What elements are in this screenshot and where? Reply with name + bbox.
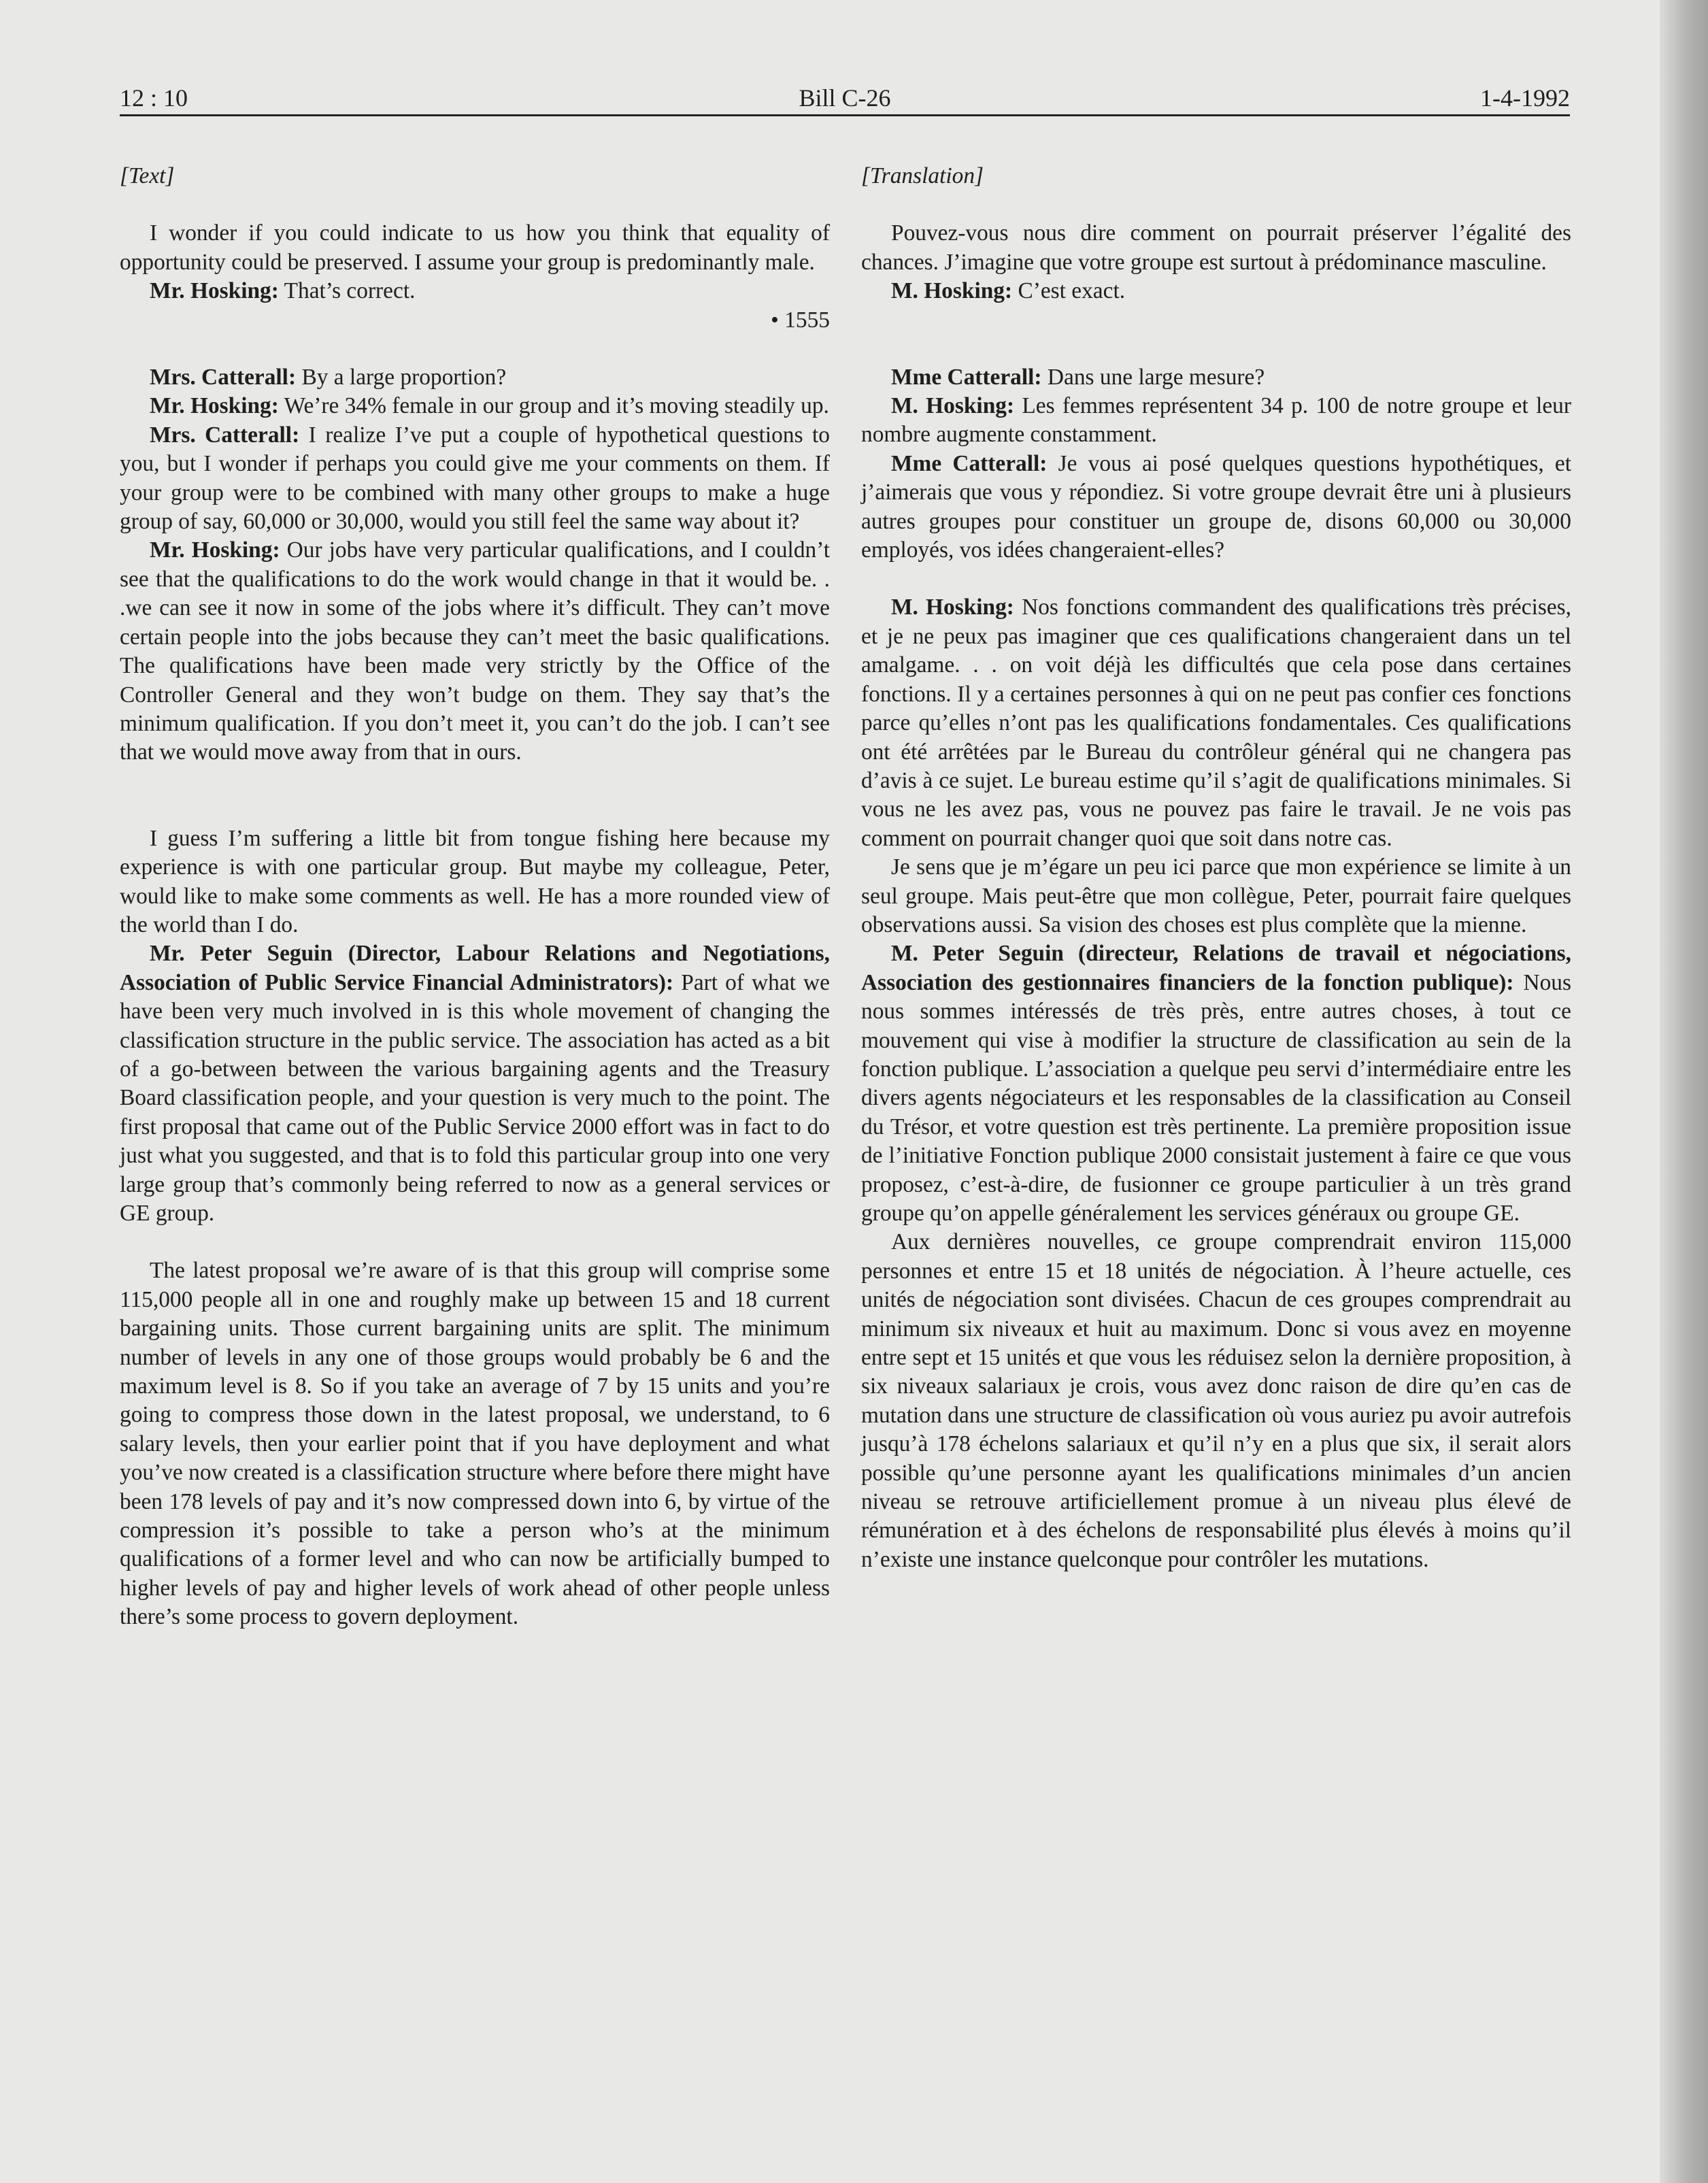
speaker-paragraph: M. Hosking: Nos fonctions commandent des qualifications très précises, et je ne peux pas imaginer que ces qualifications changeraient dans un tel amalgame. . . on voit déjà les difficultés que cela pose dans certaines fonctions. Il y a certaines personnes à qui on ne peut pas confier ces fonctions parce qu’elles n’ont pas les qualifications fondamentales. Ces qualifications ont été arrêtées par le Bureau du contrôleur général qui ne changera pas d’avis à ce sujet. Le bureau estime qu’il s’agit de qualifications minimales. Si vous ne les avez pas, vous ne pouvez pas faire le travail. Je ne vois pas comment on pourrait changer quoi que soit dans notre cas.	[861, 595, 1572, 851]
speaker-name: Mrs. Catterall:	[150, 365, 297, 390]
speaker-paragraph: Mr. Hosking: That’s correct.	[150, 278, 416, 304]
speaker-name: M. Hosking:	[891, 393, 1015, 419]
speaker-paragraph: M. Hosking: C’est exact.	[891, 278, 1126, 304]
speaker-paragraph: Mr. Hosking: Our jobs have very particular qualifications, and I couldn’t see that the qualifications to do the work would change in that it would be. . .we can see it now in some of the jobs where it’s difficult. They can’t move certain people into the jobs because they can’t meet the basic qualifications. The qualifications have been made very strictly by the Office of the Controller General and they won’t budge on them. They say that’s the minimum qualification. If you don’t meet it, you can’t do the job. I can’t see that we would move away from that in ours.	[120, 537, 830, 765]
speaker-name: M. Peter Seguin (directeur, Relations de travail et négociations, Association des gestionnaires financiers de la fonction publique):	[861, 941, 1571, 995]
english-column	[120, 162, 830, 1632]
header-rule	[120, 114, 1570, 116]
french-column	[861, 162, 1571, 1574]
column-label: [Translation]	[861, 163, 984, 188]
speaker-paragraph: M. Peter Seguin (directeur, Relations de travail et négociations, Association des gestionnaires financiers de la fonction publique): Nous nous sommes intéressés de très près, entre autres choses, à tout ce mouvement qui vise à modifier la structure de classification au sein de la fonction publique. L’association a quelque peu servi d’intermédiaire entre les divers agents négociateurs et les responsables de la classification au Conseil du Trésor, et votre question est très pertinente. La première proposition issue de l’initiative Fonction publique 2000 consistait justement à faire ce que vous proposez, c’est-à-dire, de fusionner ce groupe particulier à un très grand groupe qu’on appelle généralement les services généraux ou groupe GE.	[861, 941, 1571, 1226]
speaker-name: Mr. Hosking:	[150, 537, 280, 563]
speaker-name: M. Hosking:	[891, 595, 1014, 620]
time-marker: • 1555	[771, 307, 830, 333]
document-title: Bill C-26	[799, 84, 891, 112]
paragraph: I wonder if you could indicate to us how you think that equality of opportunity could be preserved. I assume your group is predominantly male.	[120, 220, 830, 275]
document-date: 1-4-1992	[1480, 84, 1570, 112]
paragraph: The latest proposal we’re aware of is that this group will comprise some 115,000 people all in one and roughly make up between 15 and 18 current bargaining units. Those current bargaining units are split. The minimum number of levels in any one of those groups would probably be 6 and the maximum level is 8. So if you take an average of 7 by 15 units and you’re going to compress those down in the latest proposal, we understand, to 6 salary levels, then your earlier point that if you have deployment and what you’ve now created is a classification structure where before there might have been 178 levels of pay and it’s now compressed down into 6, by virtue of the compression it’s possible to take a person who’s at the minimum qualifications of a former level and who can now be artificially bumped to higher levels of pay and higher levels of work ahead of other people unless there’s some process to govern deployment.	[120, 1258, 830, 1630]
speaker-paragraph: Mme Catterall: Dans une large mesure?	[891, 364, 1265, 390]
paragraph: Je sens que je m’égare un peu ici parce que mon expérience se limite à un seul groupe. Mais peut-être que mon collègue, Peter, pourrait faire quelques observations aussi. Sa vision des choses est plus complète que la mienne.	[861, 854, 1571, 937]
speaker-paragraph: Mrs. Catterall: I realize I’ve put a couple of hypothetical questions to you, but I wonder if perhaps you could give me your comments on them. If your group were to be combined with many other groups to make a huge group of say, 60,000 or 30,000, would you still feel the same way about it?	[120, 422, 830, 535]
speaker-name: Mme Catterall:	[891, 364, 1042, 390]
column-label: [Text]	[120, 163, 175, 188]
page-header	[120, 80, 1570, 116]
speaker-name: Mr. Hosking:	[150, 278, 279, 304]
page-reference: 12 : 10	[120, 84, 188, 112]
paragraph: I guess I’m suffering a little bit from tongue fishing here because my experience is with one particular group. But maybe my colleague, Peter, would like to make some comments as well. He has a more rounded view of the world than I do.	[120, 825, 830, 937]
speaker-paragraph: Mr. Hosking: We’re 34% female in our group and it’s moving steadily up.	[150, 393, 829, 419]
speaker-paragraph: Mrs. Catterall: By a large proportion?	[150, 365, 507, 390]
speaker-paragraph: Mme Catterall: Je vous ai posé quelques questions hypothétiques, et j’aimerais que vous y répondiez. Si votre groupe devrait être uni à plusieurs autres groupes pour constituer un groupe de, disons 60,000 ou 30,000 employés, vos idées changeraient-elles?	[861, 450, 1571, 563]
speaker-name: M. Hosking:	[891, 278, 1013, 304]
speaker-name: Mr. Hosking:	[150, 393, 279, 419]
paragraph: Aux dernières nouvelles, ce groupe comprendrait environ 115,000 personnes et entre 15 et 18 unités de négociation. À l’heure actuelle, ces unités de négociation sont divisées. Chacun de ces groupes comprendrait au minimum six niveaux et huit au maximum. Donc si vous avez en moyenne entre sept et 15 unités et que vous les réduisez selon la dernière proposition, à six niveaux salariaux je crois, vous avez donc raison de dire qu’en cas de mutation dans une structure de classification où vous auriez pu avoir autrefois jusqu’à 178 échelons salariaux et qu’il n’y en a plus que six, il serait alors possible qu’une personne ayant les qualifications minimales d’un ancien niveau se retrouve artificiellement promue à un niveau plus élevé de rémunération et à des échelons de responsabilité plus élevés à moins qu’il n’existe une instance quelconque pour contrôler les mutations.	[861, 1229, 1571, 1572]
speaker-name: Mme Catterall:	[891, 450, 1048, 476]
speaker-name: Mr. Peter Seguin (Director, Labour Relations and Negotiations, Association of Public Service Financial Administrators):	[120, 941, 830, 995]
scan-page-edge	[1660, 0, 1708, 2183]
paragraph: Pouvez-vous nous dire comment on pourrait préserver l’égalité des chances. J’imagine que votre groupe est surtout à prédominance masculine.	[861, 220, 1571, 275]
speaker-paragraph: Mr. Peter Seguin (Director, Labour Relations and Negotiations, Association of Public Service Financial Administrators): Part of what we have been very much involved in is this whole movement of changing the classification structure in the public service. The association has acted as a bit of a go-between between the various bargaining agents and the Treasury Board classification people, and your question is very much to the point. The first proposal that came out of the Public Service 2000 effort was in fact to do just what you suggested, and that is to fold this particular group into one very large group that’s commonly being referred to now as a general services or GE group.	[120, 941, 830, 1226]
speaker-paragraph: M. Hosking: Les femmes représentent 34 p. 100 de notre groupe et leur nombre augmente constamment.	[861, 393, 1571, 448]
speaker-name: Mrs. Catterall:	[150, 422, 300, 448]
